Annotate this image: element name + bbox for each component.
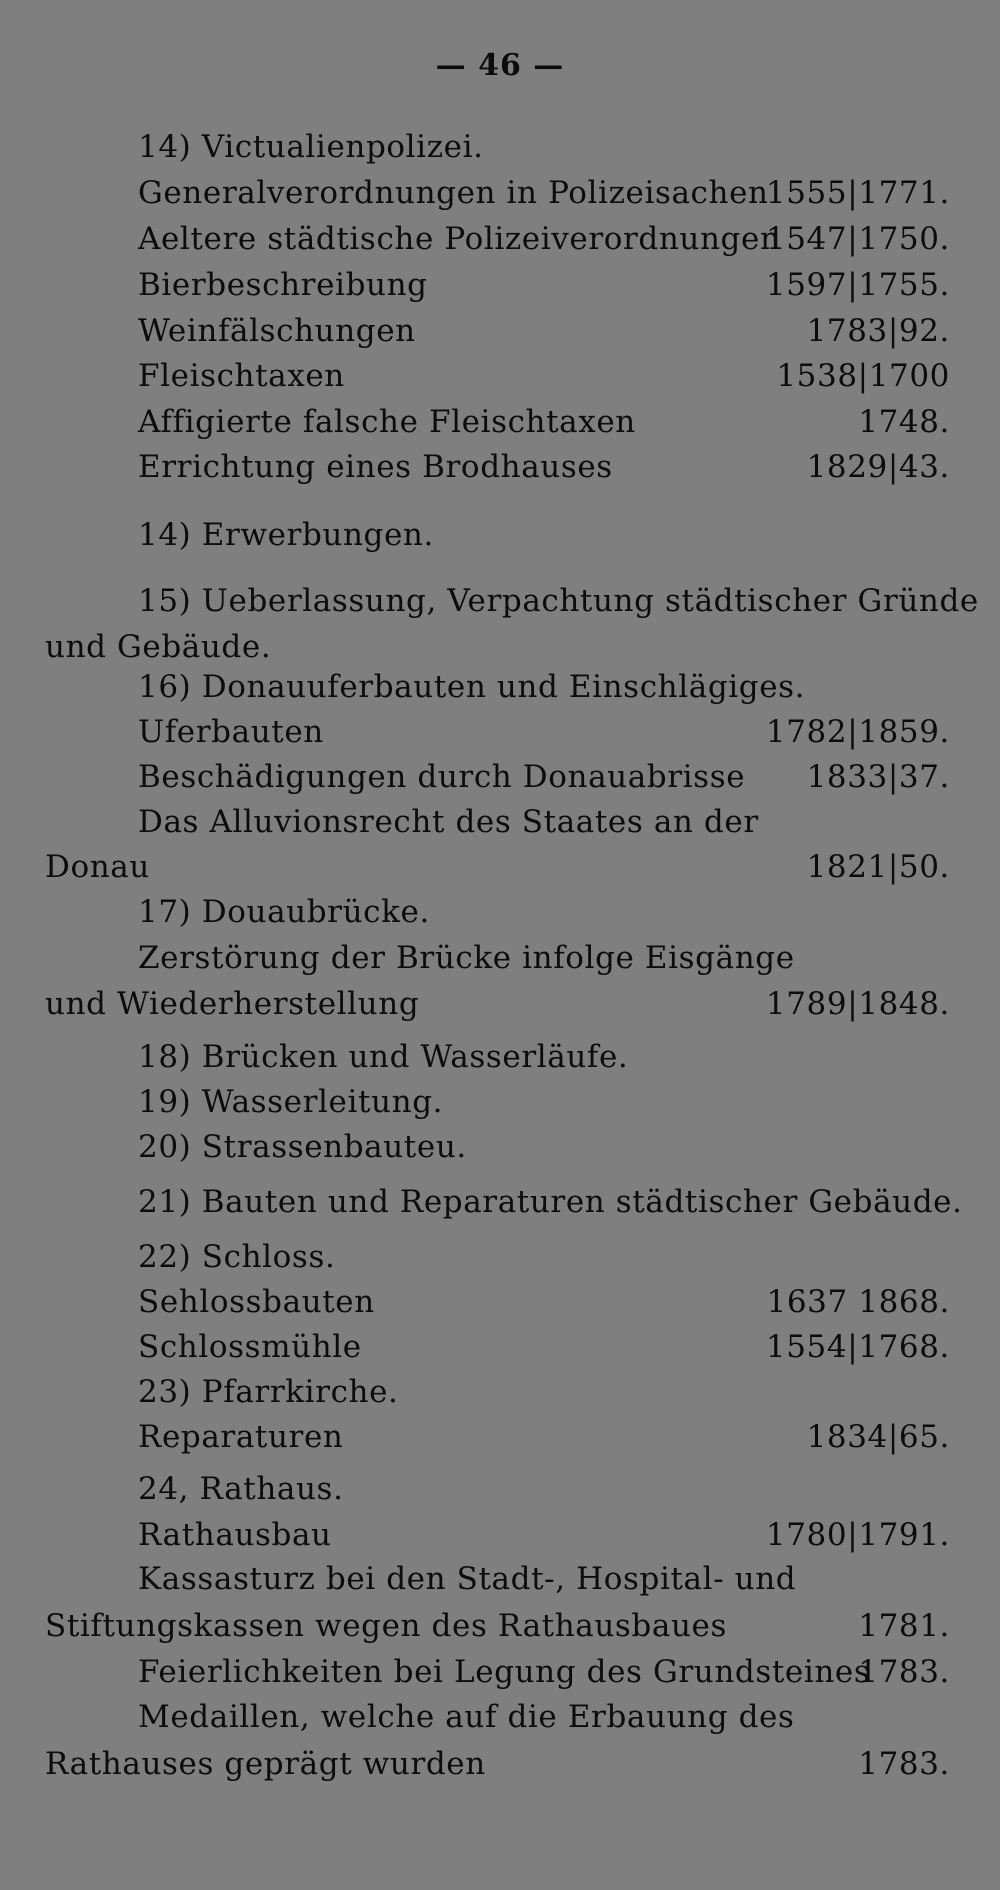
section-heading-bruecken — [0, 1035, 1000, 1079]
entry-row — [0, 755, 1000, 799]
page-number: — 46 — — [435, 48, 565, 83]
entry-continuation — [0, 982, 1000, 1026]
entry-years: 1597|1755. — [765, 267, 950, 303]
entry-text: Sehlossbauten — [138, 1284, 375, 1320]
entry-years: 1789|1848. — [765, 986, 950, 1022]
entry-text: Rathauses geprägt wurden — [45, 1746, 486, 1782]
entry-text: 15) Ueberlassung, Verpachtung städtischer Gründe — [138, 583, 979, 619]
entry-text: Kassasturz bei den Stadt-, Hospital- und — [138, 1561, 797, 1597]
section-heading-donauuferbauten — [0, 665, 1000, 709]
entry-row — [0, 1280, 1000, 1324]
entry-text: 24, Rathaus. — [138, 1471, 344, 1507]
entry-text: 14) Erwerbungen. — [138, 517, 434, 553]
entry-text: Fleischtaxen — [138, 358, 345, 394]
entry-row — [0, 400, 1000, 444]
entry-row — [0, 1650, 1000, 1694]
section-heading-ueberlassung — [0, 579, 1000, 623]
section-heading-strassenbauten — [0, 1125, 1000, 1169]
entry-continuation — [0, 1742, 1000, 1786]
entry-text: Donau — [45, 849, 150, 885]
entry-text: Aeltere städtische Polizeiverordnungen — [138, 221, 781, 257]
entry-text: Uferbauten — [138, 714, 324, 750]
entry-text: Affigierte falsche Fleischtaxen — [138, 404, 636, 440]
entry-years: 1821|50. — [806, 849, 950, 885]
entry-row — [0, 1415, 1000, 1459]
entry-years: 1780|1791. — [765, 1517, 950, 1553]
entry-text: Bierbeschreibung — [138, 267, 428, 303]
entry-text: 22) Schloss. — [138, 1239, 336, 1275]
entry-text: Beschädigungen durch Donauabrisse — [138, 759, 746, 795]
entry-row — [0, 1695, 1000, 1739]
entry-row — [0, 217, 1000, 261]
entry-text: Feierlichkeiten bei Legung des Grundsteines — [138, 1654, 871, 1690]
entry-years: 1782|1859. — [765, 714, 950, 750]
entry-continuation — [0, 1604, 1000, 1648]
entry-text: 20) Strassenbauteu. — [138, 1129, 467, 1165]
entry-continuation — [0, 845, 1000, 889]
entry-continuation — [0, 625, 1000, 669]
entry-row — [0, 710, 1000, 754]
section-heading-rathaus — [0, 1467, 1000, 1511]
entry-years: 1834|65. — [806, 1419, 950, 1455]
section-heading-bauten — [0, 1180, 1000, 1224]
entry-years: 1547|1750. — [765, 221, 950, 257]
entry-text: Schlossmühle — [138, 1329, 362, 1365]
entry-years: 1781. — [858, 1608, 950, 1644]
entry-years: 1783|92. — [806, 313, 950, 349]
entry-text: 18) Brücken und Wasserläufe. — [138, 1039, 629, 1075]
entry-text: Zerstörung der Brücke infolge Eisgänge — [138, 940, 795, 976]
entry-years: 1748. — [858, 404, 950, 440]
section-heading-victualienpolizei — [0, 125, 1000, 169]
section-heading-erwerbungen — [0, 513, 1000, 557]
entry-row — [0, 445, 1000, 489]
entry-years: 1833|37. — [806, 759, 950, 795]
entry-text: Medaillen, welche auf die Erbauung des — [138, 1699, 795, 1735]
entry-text: Errichtung eines Brodhauses — [138, 449, 613, 485]
entry-years: 1538|1700 — [776, 358, 950, 394]
entry-years: 1554|1768. — [765, 1329, 950, 1365]
entry-text: Reparaturen — [138, 1419, 344, 1455]
entry-row — [0, 1513, 1000, 1557]
entry-row — [0, 1325, 1000, 1369]
entry-row — [0, 800, 1000, 844]
entry-row — [0, 354, 1000, 398]
entry-text: 21) Bauten und Reparaturen städtischer Gebäude. — [138, 1184, 963, 1220]
section-heading-schloss — [0, 1235, 1000, 1279]
section-heading-wasserleitung — [0, 1080, 1000, 1124]
entry-row — [0, 936, 1000, 980]
entry-row — [0, 309, 1000, 353]
entry-text: 19) Wasserleitung. — [138, 1084, 444, 1120]
entry-years: 1829|43. — [806, 449, 950, 485]
section-heading-pfarrkirche — [0, 1370, 1000, 1414]
entry-years: 1637 1868. — [766, 1284, 950, 1320]
entry-row — [0, 263, 1000, 307]
entry-row — [0, 171, 1000, 215]
entry-text: und Wiederherstellung — [45, 986, 420, 1022]
entry-text: 14) Victualienpolizei. — [138, 129, 484, 165]
section-heading-donaubruecke — [0, 890, 1000, 934]
entry-text: 16) Donauuferbauten und Einschlägiges. — [138, 669, 806, 705]
entry-text: Generalverordnungen in Polizeisachen — [138, 175, 769, 211]
entry-text: 23) Pfarrkirche. — [138, 1374, 399, 1410]
entry-years: 1555|1771. — [765, 175, 950, 211]
entry-text: Das Alluvionsrecht des Staates an der — [138, 804, 759, 840]
entry-text: und Gebäude. — [45, 629, 272, 665]
entry-text: Stiftungskassen wegen des Rathausbaues — [45, 1608, 727, 1644]
entry-text: 17) Douaubrücke. — [138, 894, 430, 930]
entry-text: Rathausbau — [138, 1517, 332, 1553]
entry-years: 1783. — [858, 1746, 950, 1782]
entry-text: Weinfälschungen — [138, 313, 416, 349]
entry-years: 1783. — [858, 1654, 950, 1690]
entry-row — [0, 1557, 1000, 1601]
